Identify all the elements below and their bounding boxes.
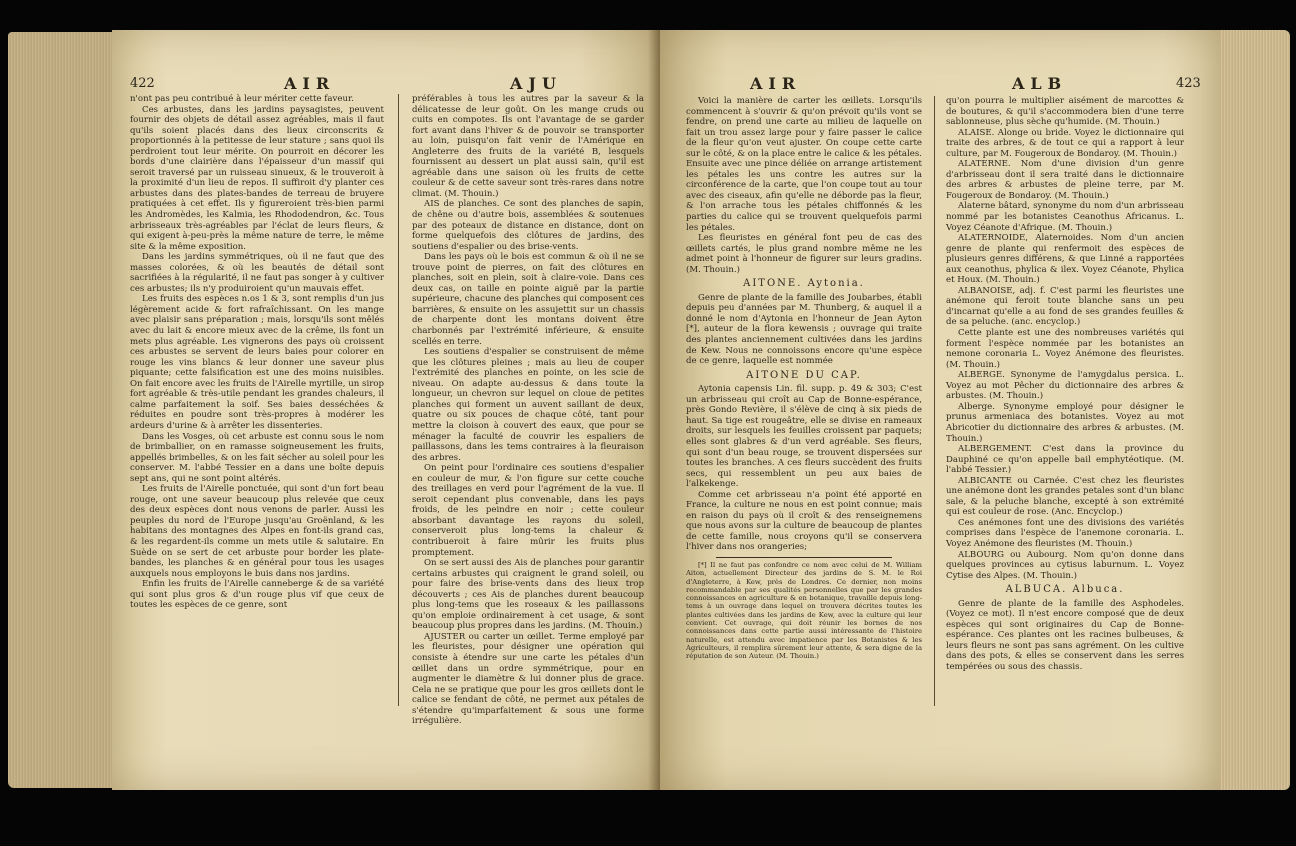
left-page-column-2 bbox=[412, 94, 644, 727]
paragraph: Ces arbustes, dans les jardins paysagistes, peuvent fournir des objets de détail assez agréables, mais il faut qu'ils soient placés dans des lieux circonscrits & proportionnés à la petitesse de leur stature ; sans quoi ils perdroient tout leur mérite. On pourroit en décorer les bords d'une clairière dans l'épaisseur d'un massif qui seroit traversé par un ruisseau sinueux, & le trouveroit à la proximité d'un lieu de repos. Il suffiroit d'y planter ces arbustes dans des plates-bandes de terreau de bruyere pratiquées à cet effet. Ils y figureroient très-bien parmi les Andromèdes, les Kalmia, les Rhododendron, &c. Tous arbrisseaux très-agréables par l'éclat de leurs fleurs, & qui exigent à-peu-près la même nature de terre, le même site & la même exposition. bbox=[130, 104, 384, 252]
left-running-head-2: AJU bbox=[510, 74, 562, 93]
paragraph: ALATERNE. Nom d'une division d'un genre d'arbrisseau dont il sera traité dans le dictionnaire des arbres & arbustes de pleine terre, par M. Fougeroux de Bondaroy. (M. Thouin.) bbox=[946, 159, 1184, 201]
left-page-edges bbox=[8, 32, 116, 788]
right-page-column-2 bbox=[946, 96, 1184, 673]
paragraph: Ces anémones font une des divisions des variétés comprises dans l'espèce de l'anemone coronaria. L. Voyez Anémone des fleuristes (M. Thouin.) bbox=[946, 517, 1184, 549]
paragraph: préférables à tous les autres par la saveur & la délicatesse de leur goût. On les mange cruds ou cuits en compotes. Ils ont l'avantage de se garder fort avant dans l'hiver & de pouvoir se transporter au loin, puisqu'on fait venir de l'Amérique en Angleterre des fruits de la variété B, lesquels fournissent au dessert un plat aussi sain, qu'il est agréable dans une saison où les fruits de cette couleur & de cette saveur sont très-rares dans notre climat. (M. Thouin.) bbox=[412, 94, 644, 199]
paragraph: Dans les Vosges, où cet arbuste est connu sous le nom de brimballier, on en ramasse soigneusement les fruits, appellés brimbelles, & on les fait sécher au soleil pour les conserver. M. l'abbé Tessier en a dans une boîte depuis sept ans, qui ne sont point altérés. bbox=[130, 431, 384, 484]
left-page-column-1 bbox=[130, 94, 384, 611]
right-page bbox=[660, 30, 1220, 790]
paragraph: Aytonia capensis Lin. fil. supp. p. 49 & 303; C'est un arbrisseau qui croît au Cap de Bonne-espérance, près Gondo Revière, il s'élève de cinq à six pieds de haut. Sa tige est rougeâtre, elle se divise en rameaux droits, sur lesquels les feuilles croissent par paquets; elles sont glabres & d'un verd agréable. Ses fleurs, qui sont d'un beau rouge, se trouvent dispersées sur toutes les branches. A ces fleurs succèdent des fruits secs, qui ressemblent un peu aux baies de l'alkekenge. bbox=[686, 384, 922, 490]
left-running-head-1: AIR bbox=[284, 74, 336, 93]
paragraph: Genre de plante de la famille des Joubarbes, établi depuis peu d'années par M. Thunberg, & auquel il a donné le nom d'Aytonia en l'honneur de Jean Ayton [*], auteur de la flora kewensis ; ouvrage qui traite des plantes anciennement cultivées dans les jardins de Kew. Nous ne connoissons encore qu'une espèce de ce genre, laquelle est nommée bbox=[686, 292, 922, 367]
paragraph: Cette plante est une des nombreuses variétés qui forment l'espèce nommée par les botanistes an nemone coronaria L. Voyez Anémone des fleuristes. (M. Thouin.) bbox=[946, 328, 1184, 370]
right-running-head-2: ALB bbox=[1012, 74, 1068, 93]
paragraph: ALAISE. Alonge ou bride. Voyez le dictionnaire qui traite des arbres, & de tout ce qui a rapport à leur culture, par M. Fougeroux de Bondaroy. (M. Thouin.) bbox=[946, 127, 1184, 159]
paragraph: ALBERGE. Synonyme de l'amygdalus persica. L. Voyez au mot Pêcher du dictionnaire des arbres & arbustes. (M. Thouin.) bbox=[946, 370, 1184, 402]
paragraph: Alberge. Synonyme employé pour désigner le prunus armeniaca des botanistes. Voyez au mot Abricotier du dictionnaire des arbres & arbustes. (M. Thouin.) bbox=[946, 401, 1184, 444]
paragraph: Alaterne bâtard, synonyme du nom d'un arbrisseau nommé par les botanistes Ceanothus Africanus. L. Voyez Céanote d'Afrique. (M. Thouin.) bbox=[946, 201, 1184, 233]
paragraph: Dans les jardins symmétriques, où il ne faut que des masses colorées, & où les beautés de détail sont sacrifiées à la régularité, il ne faut pas songer à y cultiver ces arbustes; ils n'y produiroient qu'un mauvais effet. bbox=[130, 252, 384, 294]
paragraph: Les fruits des espèces n.os 1 & 3, sont remplis d'un jus légèrement acide & fort rafraîchissant. On les mange avec plaisir sans préparation ; mais, lorsqu'ils sont mêlés avec du lait & encore mieux avec de la crême, ils font un mets plus agréable. Les vignerons des pays où croissent ces arbustes se servent de leurs baies pour colorer en rouge les vins blancs & leur donner une saveur plus piquante; cette falsification est une des moins nuisibles. On fait encore avec les fruits de l'Airelle myrtille, un sirop fort agréable & très-utile pendant les grandes chaleurs, il calme parfaitement la soif. Ses baies desséchées & réduites en poudre sont très-propres à modérer les ardeurs d'urine & à arrêter les dissenteries. bbox=[130, 294, 384, 431]
left-page bbox=[112, 30, 660, 790]
paragraph: AJUSTER ou carter un œillet. Terme employé par les fleuristes, pour désigner une opération qui consiste à étendre sur une carte les pétales d'un œillet dans un ordre symmétrique, pour en augmenter le diamètre & lui donner plus de grace. Cela ne se pratique que pour les gros œillets dont le calice se fendant de côté, ne permet aux pétales de s'étendre qu'imparfaitement & sous une forme irrégulière. bbox=[412, 631, 644, 727]
open-book bbox=[8, 26, 1290, 794]
paragraph: Les soutiens d'espalier se construisent de même que les clôtures pleines ; mais au lieu de couper l'extrémité des planches en pointe, on les scie de niveau. On adapte au-dessus & dans toute la longueur, un chevron sur lequel on cloue de petites planches qui forment un auvent saillant de deux, quatre ou six pouces de chaque côté, tant pour mettre la cloison à couvert des eaux, que pour se ménager la faculté de couvrir les espaliers de paillassons, dans les tems contraires à la fleuraison des arbres. bbox=[412, 347, 644, 463]
entry-heading-aitone-du-cap: AITONE DU CAP. bbox=[746, 369, 862, 381]
footnote: [*] Il ne faut pas confondre ce nom avec celui de M. William Aiton, actuellement Directeur des jardins de S. M. le Roi d'Angleterre, à Kew, près de Londres. Ce dernier, non moins recommandable par ses qualités personnelles que par les grandes connoissances en agriculture & en botanique, travaille depuis long-tems à un ouvrage dans lequel on trouvera décrites toutes les plantes cultivées dans les jardins de Kew, avec la culture qui leur convient. Cet ouvrage, qui doit réunir les bornes de nos connoissances dans cette partie aussi intéressante de l'histoire naturelle, est attendu avec impatience par les Botanistes & les Agriculteurs, il remplira sûrement leur attente, & sera digne de la réputation de son Auteur. (M. Thouin.) bbox=[686, 560, 922, 661]
paragraph: Enfin les fruits de l'Airelle canneberge & de sa variété qui sont plus gros & d'un rouge plus vif que ceux de toutes les espèces de ce genre, sont bbox=[130, 579, 384, 611]
column-divider bbox=[934, 96, 935, 706]
right-page-edges bbox=[1218, 30, 1290, 790]
paragraph: Comme cet arbrisseau n'a point été apporté en France, la culture ne nous en est point connue; mais en raison du pays où il croît & des renseignemens que nous avons sur la culture de beaucoup de plantes de cette famille, nous croyons qu'il se conservera l'hiver dans nos orangeries; bbox=[686, 489, 922, 553]
footnote-rule bbox=[716, 557, 892, 558]
right-running-head-1: AIR bbox=[750, 74, 802, 93]
paragraph: n'ont pas peu contribué à leur mériter cette faveur. bbox=[130, 94, 354, 104]
right-page-number: 423 bbox=[1176, 76, 1201, 91]
paragraph: ALATERNOIDE, Alaternoides. Nom d'un ancien genre de plante qui renfermoit des espèces de plusieurs genres différens, & que Linné a rapportées aux ceanothus, phylica & ilex. Voyez Céanote, Phylica et Houx. (M. Thouin.) bbox=[946, 233, 1184, 286]
paragraph: ALBICANTE ou Carnée. C'est chez les fleuristes une anémone dont les grandes petales sont d'un blanc sale, & la peluche blanche, excepté à son extrémité qui est couleur de rose. (Anc. Encyclop.) bbox=[946, 475, 1184, 518]
column-divider bbox=[398, 94, 399, 706]
paragraph: ALBOURG ou Aubourg. Nom qu'on donne dans quelques provinces au cytisus laburnum. L. Voyez Cytise des Alpes. (M. Thouin.) bbox=[946, 549, 1184, 581]
paragraph: Dans les pays où le bois est commun & où il ne se trouve point de pierres, on fait des clôtures en planches, soit en plein, soit à claire-voie. Dans ces deux cas, on taille en pointe aiguë par la partie supérieure, chacune des planches qui composent ces barrières, & ensuite on les assujettit sur un chassis de charpente dont les montans doivent être charbonnés par l'extrémité inférieure, & ensuite scellés en terre. bbox=[412, 252, 644, 347]
paragraph: Les fleuristes en général font peu de cas des œillets cartés, le plus grand nombre même ne les admet point à l'honneur de figurer sur leurs gradins. (M. Thouin.) bbox=[686, 233, 922, 275]
paragraph: ALBERGEMENT. C'est dans la province du Dauphiné ce qu'on appelle bail emphytéotique. (M. l'abbé Tessier.) bbox=[946, 444, 1184, 476]
paragraph: Les fruits de l'Airelle ponctuée, qui sont d'un fort beau rouge, ont une saveur beaucoup plus relevée que ceux des deux espèces dont nous venons de parler. Aussi les peuples du nord de l'Europe jusqu'au Groënland, & les habitans des montagnes des Alpes en font-ils grand cas, & les regardent-ils comme un mets utile & salutaire. En Suède on se sert de cet arbuste pour border les plate-bandes, les planches & en général pour tous les usages auxquels nous employons le buis dans nos jardins. bbox=[130, 484, 384, 579]
paragraph: On se sert aussi des Ais de planches pour garantir certains arbustes qui craignent le grand soleil, ou pour faire des brise-vents dans des lieux trop découverts ; ces Ais de planches durent beaucoup plus long-tems que les roseaux & les paillassons qu'on emploie ordinairement à cet usage, & sont beaucoup plus propres dans les jardins. (M. Thouin.) bbox=[412, 558, 644, 632]
right-page-column-1 bbox=[686, 96, 922, 661]
paragraph: qu'on pourra le multiplier aisément de marcottes & de boutures, & qu'il s'accommodera bien d'une terre sablonneuse, plus sèche qu'humide. (M. Thouin.) bbox=[946, 96, 1184, 128]
paragraph: Voici la manière de carter les œillets. Lorsqu'ils commencent à s'ouvrir & qu'on prévoit qu'ils vont se fendre, on prend une carte au milieu de laquelle on fait un trou assez large pour y faire passer le calice de la fleur qu'on veut ajuster. On coupe cette carte sur le côté, & on la place entre le calice & les pétales. Ensuite avec une pince déliée on arrange artistement les pétales les uns contre les autres sur la circonférence de la carte, que l'on coupe tout au tour avec des ciseaux, afin qu'elle ne déborde pas la fleur, & l'on arrache tous les pétales chiffonnés & les parties du calice qui se trouvent quelquefois parmi les pétales. bbox=[686, 96, 922, 233]
entry-heading-aitone: AITONE. Aytonia. bbox=[743, 278, 865, 290]
left-page-number: 422 bbox=[130, 76, 155, 91]
paragraph: On peint pour l'ordinaire ces soutiens d'espalier en couleur de mur, & l'on figure sur cette couche des treillages en verd pour l'agrément de la vue. Il seroit cependant plus convenable, dans les pays froids, de les peindre en noir ; cette couleur absorbant davantage les rayons du soleil, conserveroit plus long-tems la chaleur & contribueroit à faire mûrir les fruits plus promptement. bbox=[412, 463, 644, 558]
paragraph: ALBANOISE, adj. f. C'est parmi les fleuristes une anémone qui feroit toute blanche sans un peu d'incarnat qu'elle a au fond de ses grandes feuilles & de sa peluche. (anc. encyclop.) bbox=[946, 285, 1184, 328]
paragraph: AIS de planches. Ce sont des planches de sapin, de chêne ou d'autre bois, assemblées & soutenues par des poteaux de distance en distance, dont on forme quelquefois des clôtures de jardins, des soutiens d'espalier ou des brise-vents. bbox=[412, 199, 644, 252]
paragraph: Genre de plante de la famille des Asphodeles. (Voyez ce mot). Il n'est encore composé que de deux espèces qui sont originaires du Cap de Bonne-espérance. Ces plantes ont les racines bulbeuses, & leurs fleurs ne sont pas sans agrément. On les cultive dans des pots, & elles se conservent dans les serres tempérées ou sous des chassis. bbox=[946, 598, 1184, 672]
entry-heading-albuca: ALBUCA. Albuca. bbox=[1005, 584, 1125, 596]
